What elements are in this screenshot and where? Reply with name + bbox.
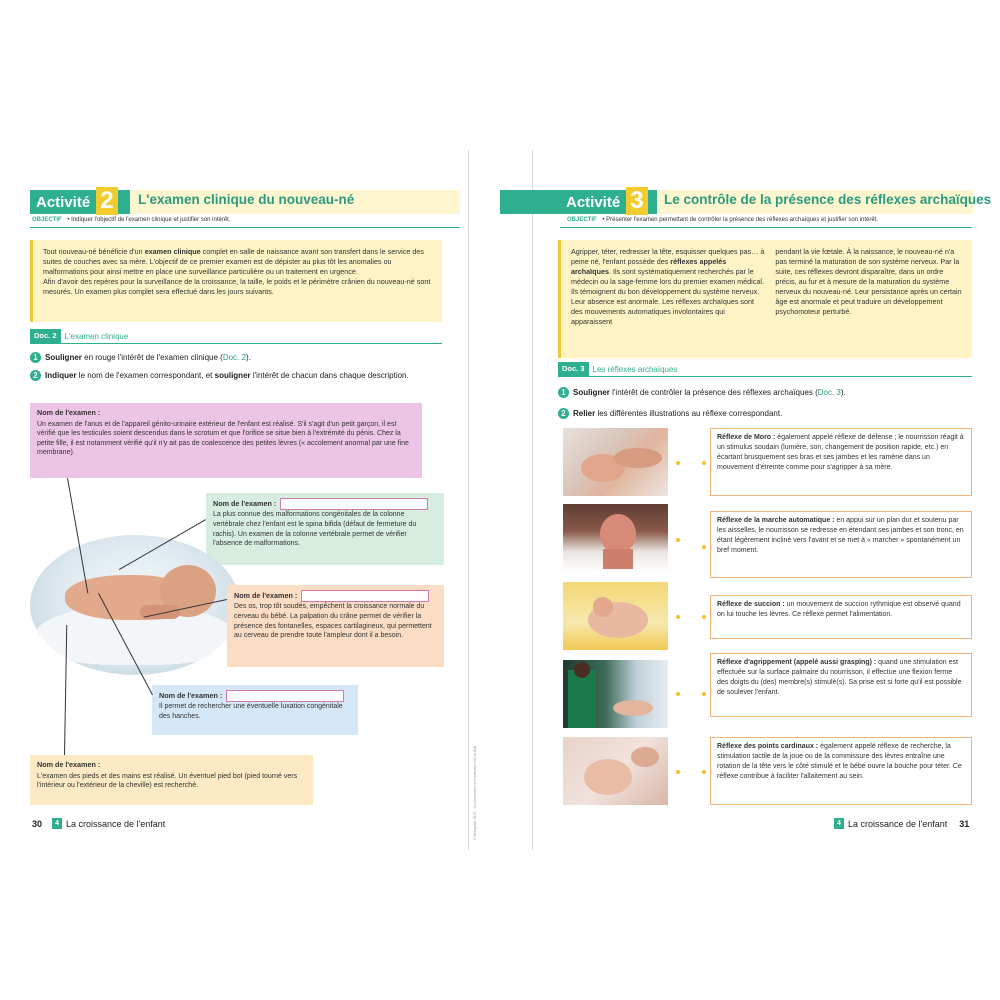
exam-description: Un examen de l'anus et de l'appareil génito-urinaire extérieur de l'enfant est réalisé. S'il s'agit d'un petit garçon, il est vérifié que les testicules soient descendus dans le scrotum et que l'orifice se situe bien à l'extrémité du pénis. Chez la petite fille, il est notamment vérifié qu'il n'y ait pas de coalescence des petites lèvres (« accolement anormal par une fine membrane). bbox=[37, 420, 409, 457]
doc-rule bbox=[30, 343, 442, 344]
question-2 bbox=[30, 370, 442, 381]
chapter-title: La croissance de l'enfant bbox=[66, 818, 166, 829]
copyright-note: © Delagrave 2019 – La photocopie non autorisée est un délit. bbox=[473, 744, 477, 840]
doc-header bbox=[558, 362, 677, 376]
doc-header bbox=[30, 329, 128, 343]
exam-description: La plus connue des malformations congénitales de la colonne vertébrale chez l'enfant est le spina bifida (défaut de fermeture du rachis). Un examen de la colonne vertébrale permet de vérifier l'absence de malformations. bbox=[213, 511, 417, 548]
reflex-box-grasping bbox=[710, 653, 972, 717]
objectif-row bbox=[32, 217, 231, 223]
baby-bath-icon bbox=[563, 582, 668, 650]
activity-number: 2 bbox=[96, 187, 117, 215]
right-page bbox=[500, 0, 1000, 1000]
reflex-box-moro bbox=[710, 428, 972, 496]
instruction-text: les différentes illustrations au réflexe correspondant. bbox=[595, 409, 783, 418]
reflex-title: Réflexe de la marche automatique : bbox=[717, 517, 835, 524]
hands-icon bbox=[563, 428, 668, 496]
link-dot-right[interactable] bbox=[702, 692, 706, 696]
doc-title: L'examen clinique bbox=[64, 331, 129, 341]
doc-title: Les réflexes archaïques bbox=[592, 364, 678, 374]
chapter-number: 4 bbox=[834, 818, 844, 829]
exam-box-hips bbox=[152, 685, 358, 735]
exam-description: Des os, trop tôt soudés, empêchent la croissance normale du cerveau du bébé. La palpation du crâne permet de vérifier la présence des fontanelles, espaces cartilagineux, qui permettent au cerveau de prendre toute l'ampleur dont il a besoin. bbox=[234, 603, 432, 640]
intro-text: Agripper, téter, redresser la tête, esquisser quelques pas… à peine né, l'enfant possède des bbox=[571, 247, 765, 266]
footer-right bbox=[830, 818, 969, 829]
instruction-verb: Indiquer bbox=[45, 371, 77, 380]
link-dot-right[interactable] bbox=[702, 545, 706, 549]
reflex-text: également appelé réflexe de recherche, la stimulation tactile de la joue ou de la commissure des lèvres entraîne une rotation de la tête vers le côté stimulé et le bébé ouvre la bouche pour téter. Ce réflexe contribue à faciliter l'allaitement au sein. bbox=[717, 743, 962, 780]
exam-answer-field[interactable] bbox=[301, 590, 429, 602]
instruction-verb: Souligner bbox=[45, 353, 82, 362]
objectif-text: • Indiquer l'objectif de l'examen clinique et justifier son intérêt. bbox=[67, 217, 231, 223]
reflex-box-succion bbox=[710, 595, 972, 639]
reflex-title: Réflexe des points cardinaux : bbox=[717, 743, 819, 750]
exam-box-spine bbox=[206, 493, 444, 565]
doc-rule bbox=[558, 376, 972, 377]
intro-paragraph-2: Afin d'avoir des repères pour la surveillance de la croissance, la taille, le poids et le périmètre crânien du nouveau-né sont mesurés. Un examen plus complet sera effectué dans les jours suivants. bbox=[43, 277, 431, 296]
exam-name-label: Nom de l'examen : bbox=[234, 590, 298, 600]
instruction-text: l'intérêt de contrôler la présence des réflexes archaïques ( bbox=[609, 388, 818, 397]
instruction-text: l'intérêt de chacun dans chaque description. bbox=[250, 371, 409, 380]
activity-title: Le contrôle de la présence des réflexes archaïques bbox=[664, 192, 992, 207]
intro-box bbox=[30, 240, 442, 322]
exam-name-label: Nom de l'examen : bbox=[37, 408, 101, 417]
question-2 bbox=[558, 408, 972, 419]
link-dot-left[interactable] bbox=[676, 615, 680, 619]
photo-cardinal bbox=[563, 737, 668, 805]
activity-title: L'examen clinique du nouveau-né bbox=[138, 192, 355, 207]
reflex-text: quand une stimulation est effectuée sur la surface palmaire du nourrisson, il effectue une flexion ferme des doigts du (des) membre(s) stimulé(s). Sa prise est si forte qu'il est possible de soulever l'enfant. bbox=[717, 659, 962, 696]
instruction-text: en rouge l'intérêt de l'examen clinique ( bbox=[81, 353, 223, 362]
link-dot-right[interactable] bbox=[702, 461, 706, 465]
objectif-label: OBJECTIF bbox=[32, 217, 62, 223]
doc-reference: Doc. 2 bbox=[222, 353, 246, 362]
reflex-text: un mouvement de succion rythmique est observé quand on lui touche les lèvres. Ce réflexe permet l'alimentation. bbox=[717, 601, 961, 618]
photo-suck bbox=[563, 582, 668, 650]
photo-grasp bbox=[563, 428, 668, 496]
question-number: 2 bbox=[30, 370, 41, 381]
photo-walk bbox=[563, 504, 668, 572]
intro-bold: examen clinique bbox=[144, 247, 201, 256]
exam-name-label: Nom de l'examen : bbox=[37, 760, 101, 769]
intro-text: . Ils sont systématiquement recherchés par le médecin ou la sage-femme lors du premier examen médical. Ils témoignent du bon développement du système nerveux. Leur absence est anormale. Les réflexes archaïques sont des mouvements automatiques involontaires qui apparaissent bbox=[571, 267, 764, 326]
objectif-label: OBJECTIF bbox=[567, 217, 597, 223]
question-1 bbox=[30, 352, 442, 363]
activity-label: Activité bbox=[566, 193, 621, 211]
intro-text: complet en salle de naissance avant son transfert dans le service des suites de couches avec sa mère. L'objectif de ce premier examen est de dépister au plus tôt les anomalies ou malformations pour ainsi mettre en place une surveillance particulière ou un traitement en urgence. bbox=[43, 247, 424, 276]
activity-header bbox=[30, 187, 130, 214]
exam-answer-field[interactable] bbox=[280, 498, 428, 510]
intro-bold: réflexes appelés archaïques bbox=[571, 257, 727, 276]
instruction-verb: Souligner bbox=[573, 388, 610, 397]
intro-column-2: pendant la vie fœtale. À la naissance, le nouveau-né n'a pas terminé la maturation de son système nerveux. Par la suite, ces réflexes devront disparaître, dans un ordre précis, au fur et à mesure de la maturation du système nerveux du nouveau-né. Leur persistance après un certain âge est anormale et peut traduire un développement psychomoteur perturbé. bbox=[775, 247, 962, 316]
instruction-verb: Relier bbox=[573, 409, 596, 418]
question-text bbox=[45, 352, 251, 363]
link-dot-left[interactable] bbox=[676, 461, 680, 465]
instruction-end: ). bbox=[840, 388, 846, 397]
question-1 bbox=[558, 387, 972, 398]
doc-tag: Doc. 2 bbox=[30, 329, 61, 343]
footer bbox=[32, 818, 165, 829]
activity-number: 3 bbox=[626, 187, 647, 215]
question-number: 1 bbox=[558, 387, 569, 398]
reflex-title: Réflexe de Moro : bbox=[717, 434, 776, 441]
baby-walking-icon bbox=[563, 504, 668, 572]
intro-paragraph-1 bbox=[43, 247, 432, 277]
exam-box-skull bbox=[227, 585, 444, 667]
exam-answer-field[interactable] bbox=[226, 690, 344, 702]
reflex-text: également appelé réflexe de défense ; le nourrisson réagit à un stimulus soudain (lumière, son, changement de position rapide, etc.) en écartant brusquement ses bras et ses jambes et les ramène dans un mouvement d'étreinte comme pour s'agripper à sa mère. bbox=[717, 434, 964, 471]
instruction-end: ). bbox=[245, 353, 251, 362]
chapter-number: 4 bbox=[52, 818, 62, 829]
intro-text: Tout nouveau-né bénéficie d'un bbox=[43, 247, 145, 256]
objectif-rule bbox=[560, 227, 972, 228]
reflex-box-cardinal bbox=[710, 737, 972, 805]
page-number: 31 bbox=[959, 818, 970, 829]
objectif-rule bbox=[30, 227, 460, 228]
reflex-title: Réflexe de succion : bbox=[717, 601, 785, 608]
question-text bbox=[573, 387, 846, 398]
link-dot-left[interactable] bbox=[676, 770, 680, 774]
reflex-box-walk bbox=[710, 511, 972, 578]
nurse-baby-icon bbox=[563, 660, 668, 728]
link-dot-right[interactable] bbox=[702, 615, 706, 619]
reflex-text: en appui sur un plan dur et soutenu par les aisselles, le nourrisson se redresse en étendant ses jambes et son tronc, en étant légèrement incliné vers l'avant et se met à « marcher » spontanément un bref moment. bbox=[717, 517, 964, 554]
link-dot-left[interactable] bbox=[676, 538, 680, 542]
instruction-text: le nom de l'examen correspondant, et bbox=[76, 371, 215, 380]
question-number: 2 bbox=[558, 408, 569, 419]
instruction-verb: souligner bbox=[214, 371, 251, 380]
question-text bbox=[45, 370, 409, 381]
spine-divider bbox=[468, 150, 469, 850]
question-number: 1 bbox=[30, 352, 41, 363]
reflex-title: Réflexe d'agrippement (appelé aussi grasping) : bbox=[717, 659, 877, 666]
baby-photo bbox=[30, 535, 240, 675]
exam-box-feet bbox=[30, 755, 313, 805]
doc-tag: Doc. 3 bbox=[558, 362, 589, 376]
objectif-row bbox=[567, 217, 878, 223]
baby-face-icon bbox=[563, 737, 668, 805]
exam-name-label: Nom de l'examen : bbox=[159, 690, 223, 700]
exam-box-genital bbox=[30, 403, 422, 478]
doc-reference: Doc. 3 bbox=[817, 388, 841, 397]
question-text bbox=[573, 408, 782, 419]
intro-box bbox=[558, 240, 972, 358]
link-dot-left[interactable] bbox=[676, 692, 680, 696]
intro-column-1 bbox=[571, 247, 765, 351]
exam-description: L'examen des pieds et des mains est réalisé. Un éventuel pied bot (pied tourné vers l'intérieur ou l'extérieur de la cheville) est recherché. bbox=[37, 772, 298, 790]
link-dot-right[interactable] bbox=[702, 770, 706, 774]
exam-description: Il permet de rechercher une éventuelle luxation congénitale des hanches. bbox=[159, 703, 343, 721]
page-number: 30 bbox=[32, 818, 43, 829]
objectif-text: • Présenter l'examen permettant de contrôler la présence des réflexes archaïques et justifier son intérêt. bbox=[602, 217, 879, 223]
photo-grasping bbox=[563, 660, 668, 728]
activity-label: Activité bbox=[36, 193, 91, 211]
exam-name-label: Nom de l'examen : bbox=[213, 498, 277, 508]
chapter-title: La croissance de l'enfant bbox=[848, 818, 948, 829]
activity-header bbox=[500, 187, 657, 214]
